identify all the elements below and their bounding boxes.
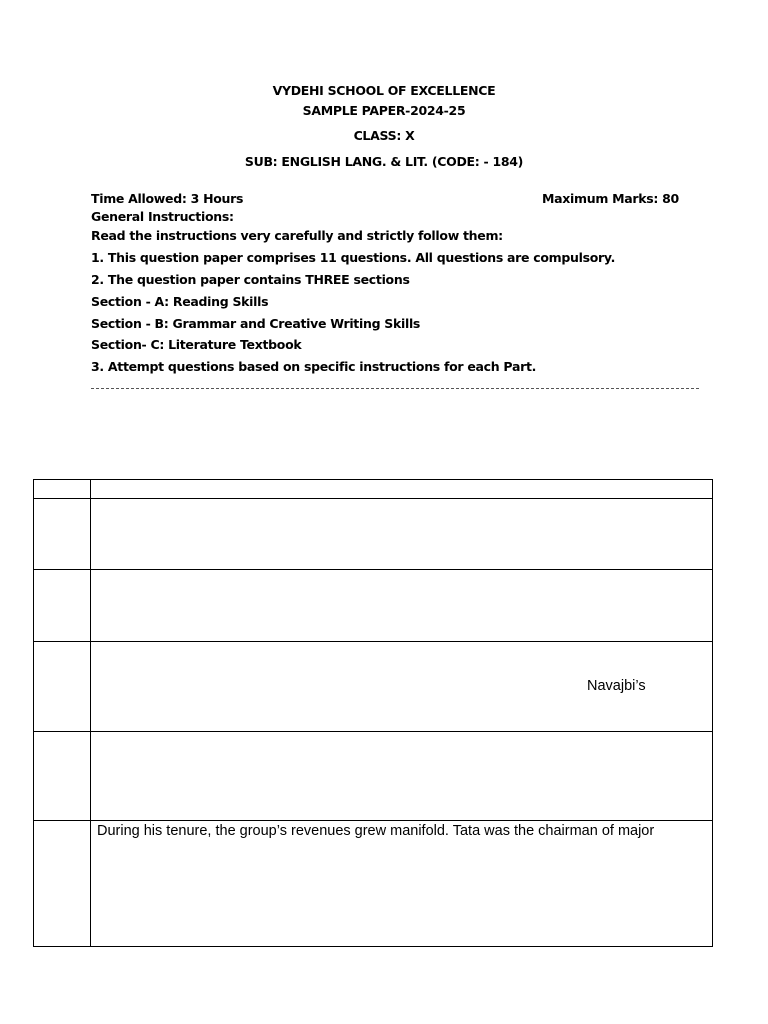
- instructions-heading: General Instructions:: [91, 209, 234, 224]
- table-row: [34, 821, 713, 947]
- instruction-line: Section- C: Literature Textbook: [91, 337, 302, 352]
- question-text-cell: [91, 499, 713, 570]
- instruction-line: 2. The question paper contains THREE sections: [91, 272, 410, 287]
- instruction-line: Read the instructions very carefully and strictly follow them:: [91, 228, 503, 243]
- school-name: VYDEHI SCHOOL OF EXCELLENCE: [272, 83, 496, 98]
- class-label: CLASS: X: [353, 128, 415, 143]
- instruction-line: 3. Attempt questions based on specific instructions for each Part.: [91, 359, 537, 374]
- question-number-cell: [34, 499, 91, 570]
- time-allowed: Time Allowed: 3 Hours: [91, 191, 244, 206]
- question-text-cell: [91, 480, 713, 499]
- question-number-cell: [34, 642, 91, 732]
- question-number-cell: [34, 480, 91, 499]
- subject-label: SUB: ENGLISH LANG. & LIT. (CODE: - 184): [244, 154, 524, 169]
- table-row: [34, 499, 713, 570]
- instruction-line: Section - A: Reading Skills: [91, 294, 269, 309]
- question-table: [33, 479, 713, 947]
- instruction-line: Section - B: Grammar and Creative Writing Skills: [91, 316, 421, 331]
- question-number-cell: [34, 732, 91, 821]
- paper-title: SAMPLE PAPER-2024-25: [302, 103, 466, 118]
- question-text-cell: [91, 821, 713, 947]
- table-row: [34, 480, 713, 499]
- maximum-marks: Maximum Marks: 80: [542, 191, 679, 206]
- question-text-cell: [91, 570, 713, 642]
- question-number-cell: [34, 821, 91, 947]
- table-row: [34, 642, 713, 732]
- instruction-line: 1. This question paper comprises 11 questions. All questions are compulsory.: [91, 250, 616, 265]
- question-text-cell: [91, 642, 713, 732]
- table-row: [34, 570, 713, 642]
- passage-fragment: Navajbi’s: [587, 678, 646, 694]
- passage-text: During his tenure, the group’s revenues grew manifold. Tata was the chairman of major: [97, 823, 655, 839]
- question-text-cell: [91, 732, 713, 821]
- dashed-divider: [91, 388, 699, 389]
- table-row: [34, 732, 713, 821]
- question-number-cell: [34, 570, 91, 642]
